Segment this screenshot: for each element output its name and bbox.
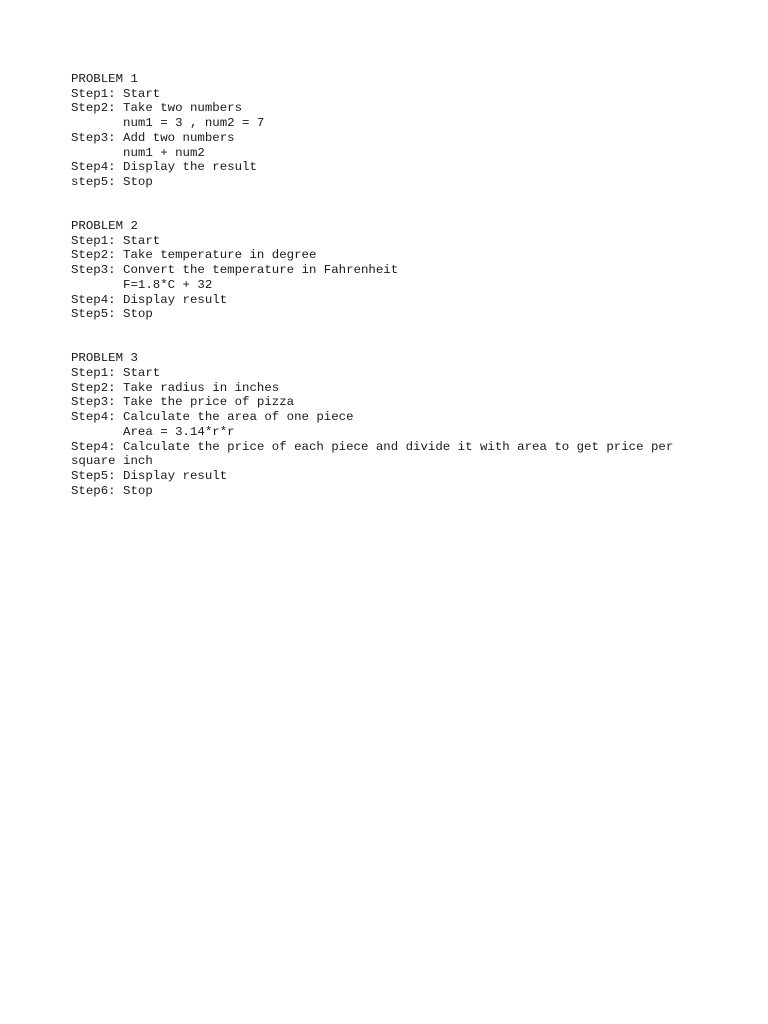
problem-3-section xyxy=(71,351,711,498)
problem-3-line-1: Step1: Start xyxy=(71,366,161,381)
document-body xyxy=(71,72,711,498)
problem-3-heading: PROBLEM 3 xyxy=(71,351,138,366)
problem-2-line-2: Step2: Take temperature in degree xyxy=(71,248,317,263)
problem-2-heading: PROBLEM 2 xyxy=(71,219,138,234)
problem-2-section xyxy=(71,219,711,322)
problem-1-heading: PROBLEM 1 xyxy=(71,72,138,86)
problem-3-line-2: Step2: Take radius in inches xyxy=(71,380,280,395)
problem-1-line-7: step5: Stop xyxy=(71,174,153,189)
problem-3-line-5: Area = 3.14*r*r xyxy=(71,424,235,439)
problem-2-line-6: Step5: Stop xyxy=(71,307,153,322)
problem-3-line-8: Step6: Stop xyxy=(71,483,153,498)
problem-2-line-5: Step4: Display result xyxy=(71,292,228,307)
problem-3-line-7: Step5: Display result xyxy=(71,468,228,483)
problem-3-line-6: Step4: Calculate the price of each piece and divide it with area to get price per square inch xyxy=(71,439,681,469)
problem-3-line-4: Step4: Calculate the area of one piece xyxy=(71,410,354,425)
problem-1-line-5: num1 + num2 xyxy=(71,145,205,160)
problem-1-line-6: Step4: Display the result xyxy=(71,160,257,175)
problem-2-line-3: Step3: Convert the temperature in Fahrenheit xyxy=(71,263,399,278)
problem-1-line-4: Step3: Add two numbers xyxy=(71,130,235,145)
problem-1-line-2: Step2: Take two numbers xyxy=(71,101,243,116)
problem-1-section xyxy=(71,72,711,190)
problem-1-line-1: Step1: Start xyxy=(71,86,161,101)
problem-1-line-3: num1 = 3 , num2 = 7 xyxy=(71,116,265,131)
problem-2-line-1: Step1: Start xyxy=(71,233,161,248)
problem-3-line-3: Step3: Take the price of pizza xyxy=(71,395,295,410)
problem-2-line-4: F=1.8*C + 32 xyxy=(71,277,213,292)
